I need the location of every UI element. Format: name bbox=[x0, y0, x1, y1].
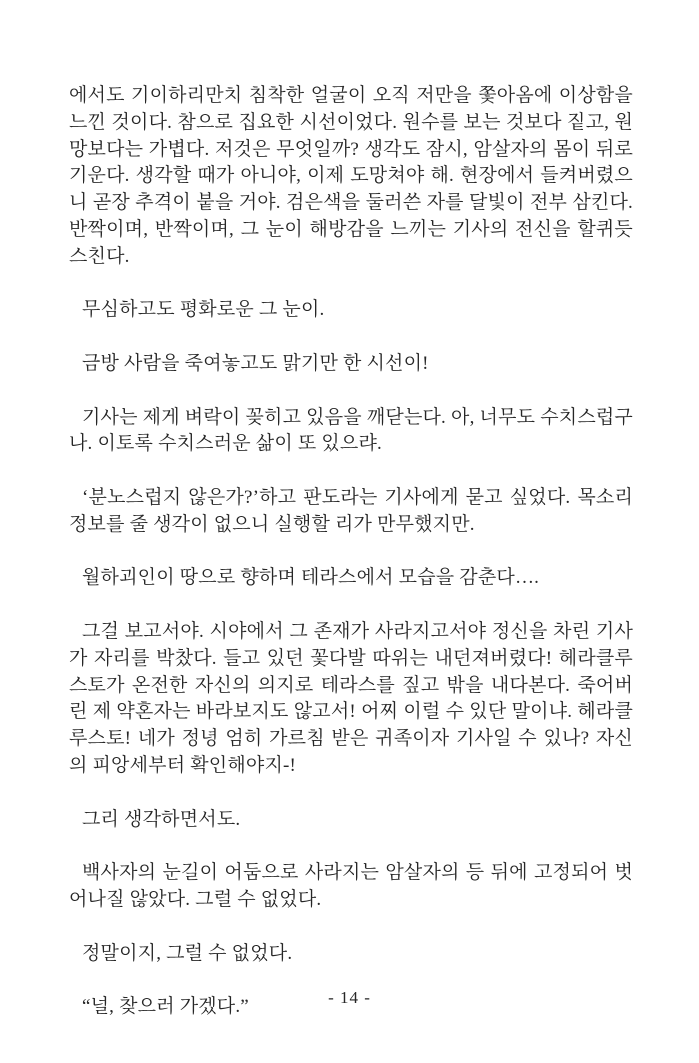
paragraph: ‘분노스럽지 않은가?’하고 판도라는 기사에게 묻고 싶었다. 목소리 정보를 줄 생각이 없으니 실행할 리가 만무했지만. bbox=[69, 486, 633, 535]
page-number: - 14 - bbox=[328, 988, 371, 1007]
paragraph: 월하괴인이 땅으로 향하며 테라스에서 모습을 감춘다…. bbox=[82, 567, 540, 589]
paragraph: 백사자의 눈길이 어둠으로 사라지는 암살자의 등 뒤에 고정되어 벗어나질 않았다. 그럴 수 없었다. bbox=[69, 862, 633, 910]
page-body-text bbox=[69, 83, 633, 1048]
paragraph: 에서도 기이하리만치 침착한 얼굴이 오직 저만을 쫓아옴에 이상함을 느낀 것이다. 참으로 집요한 시선이었다. 원수를 보는 것보다 짙고, 원망보다는 가볍다. 저것은 무엇일까? 생각도 잠시, 암살자의 몸이 뒤로 기운다. 생각할 때가 아니야, 이제 도망쳐야 해. 현장에서 들켜버렸으니 곧장 추격이 붙을 거야. 검은색을 둘러쓴 자를 달빛이 전부 삼킨다. 반짝이며, 반짝이며, 그 눈이 해방감을 느끼는 기사의 전신을 할퀴듯 스친다. bbox=[69, 85, 633, 267]
paragraph: 정말이지, 그럴 수 없었다. bbox=[82, 942, 293, 964]
paragraph: 기사는 제게 벼락이 꽂히고 있음을 깨닫는다. 아, 너무도 수치스럽구나. 이토록 수치스러운 삶이 또 있으랴. bbox=[69, 406, 633, 455]
paragraph: 무심하고도 평화로운 그 눈이. bbox=[82, 299, 325, 321]
paragraph: 그걸 보고서야. 시야에서 그 존재가 사라지고서야 정신을 차린 기사가 자리를 박찼다. 들고 있던 꽃다발 따위는 내던져버렸다! 헤라클루스토가 온전한 자신의 의지로 테라스를 짚고 밖을 내다본다. 죽어버린 제 약혼자는 바라보지도 않고서! 어찌 이럴 수 있단 말이냐. 헤라클루스토! 네가 정녕 엄히 가르침 받은 귀족이자 기사일 수 있나? 자신의 피앙세부터 확인해야지-! bbox=[69, 620, 633, 776]
paragraph: 그리 생각하면서도. bbox=[82, 808, 241, 830]
paragraph: 금방 사람을 죽여놓고도 맑기만 한 시선이! bbox=[82, 352, 429, 374]
paragraph: “널, 찾으러 가겠다.” bbox=[82, 996, 249, 1018]
